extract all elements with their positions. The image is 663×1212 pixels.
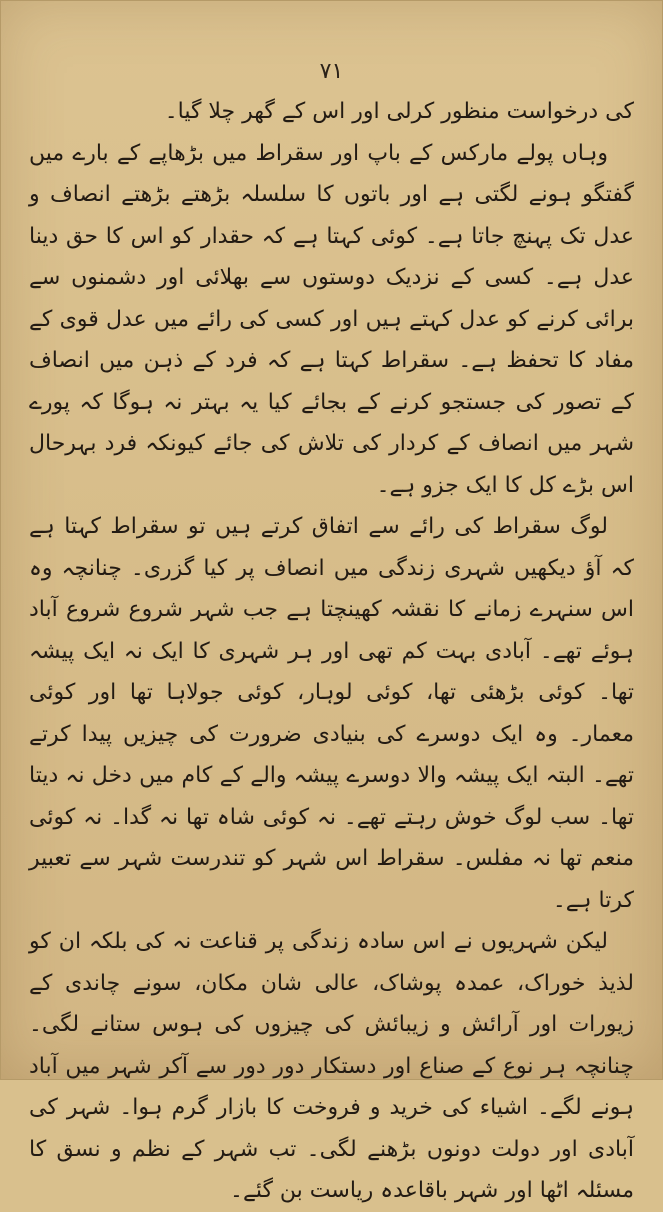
paragraph: لیکن شہریوں نے اس سادہ زندگی پر قناعت نہ کی بلکہ ان کو لذیذ خوراک، عمدہ پوشاک، عالی شان مکان، سونے چاندی کے زیورات اور آرائش و زیبائش کی چیزوں کی ہوس ستانے لگی۔ چنانچہ ہر نوع کے صناع اور دستکار دور دور سے آکر شہر میں آباد ہونے لگے۔ اشیاء کی خرید و فروخت کا بازار گرم ہوا۔ شہر کی آبادی اور دولت دونوں بڑھنے لگی۔ تب شہر کے نظم و نسق کا مسئلہ اٹھا اور شہر باقاعدہ ریاست بن گئے۔ [29,929,634,1203]
paragraph: لوگ سقراط کی رائے سے اتفاق کرتے ہیں تو سقراط کہتا ہے کہ آؤ دیکھیں شہری زندگی میں انصاف پر کیا گزری۔ چنانچہ وہ اس سنہرے زمانے کا نقشہ کھینچتا ہے جب شہر شروع شروع آباد ہوئے تھے۔ آبادی بہت کم تھی اور ہر شہری کا ایک نہ ایک پیشہ تھا۔ کوئی بڑھئی تھا، کوئی لوہار، کوئی جولاہا تھا اور کوئی معمار۔ وہ ایک دوسرے کی بنیادی ضرورت کی چیزیں پیدا کرتے تھے۔ البتہ ایک پیشہ والا دوسرے پیشہ والے کے کام میں دخل نہ دیتا تھا۔ سب لوگ خوش رہتے تھے۔ نہ کوئی شاہ تھا نہ گدا۔ نہ کوئی منعم تھا نہ مفلس۔ سقراط اس شہر کو تندرست شہر سے تعبیر کرتا ہے۔ [29,514,634,913]
paragraph: وہاں پولے مارکس کے باپ اور سقراط میں بڑھاپے کے بارے میں گفتگو ہونے لگتی ہے اور باتوں کا سلسلہ بڑھتے بڑھتے انصاف و عدل تک پہنچ جاتا ہے۔ کوئی کہتا ہے کہ حقدار کو اس کا حق دینا عدل ہے۔ کسی کے نزدیک دوستوں سے بھلائی اور دشمنوں سے برائی کرنے کو عدل کہتے ہیں اور کسی کی رائے میں عدل قوی کے مفاد کا تحفظ ہے۔ سقراط کہتا ہے کہ فرد کے ذہن میں انصاف کے تصور کی جستجو کرنے کے بجائے کیا یہ بہتر نہ ہوگا کہ پورے شہر میں انصاف کے کردار کی تلاش کی جائے کیونکہ فرد بہرحال اس بڑے کل کا ایک جزو ہے۔ [29,140,634,498]
body-text [29,91,634,1212]
paragraph: کی درخواست منظور کرلی اور اس کے گھر چلا گیا۔ [164,99,634,124]
page-number: ۷۱ [319,59,344,84]
